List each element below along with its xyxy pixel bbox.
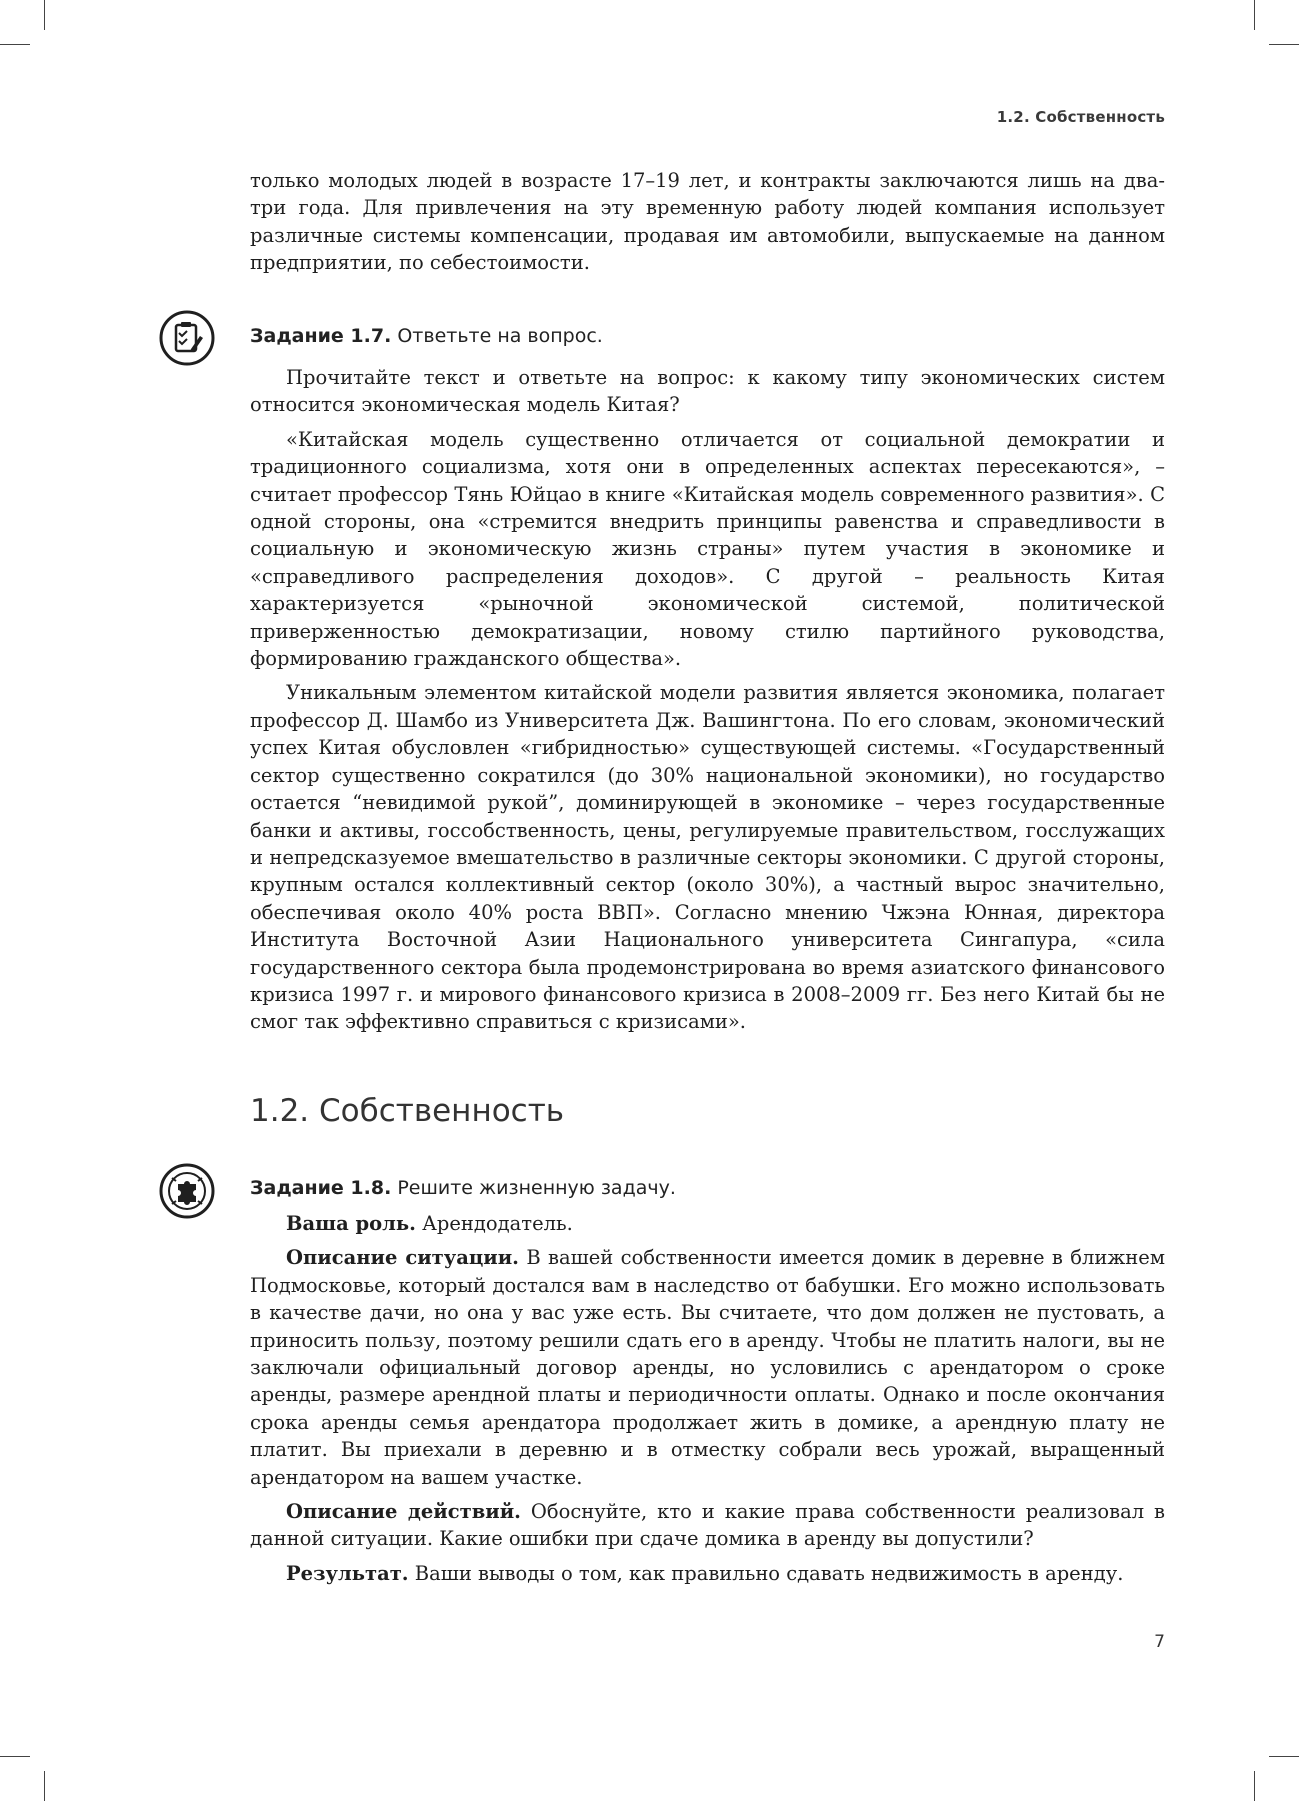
situation-text: В вашей собственности имеется домик в деревне в ближнем Подмосковье, который достался вам в наследство от бабушки. Его можно использовать в качестве дачи, но она у вас уже есть. Вы считаете, что дом должен не пустовать, а приносить пользу, поэтому решили сдать его в аренду. Чтобы не платить налоги, вы не заключали официальный договор аренды, но условились с арендатором о сроке аренды, размере арендной платы и периодичности оплаты. Однако и после окончания срока аренды семья арендатора продолжает жить в домике, а арендную плату не платит. Вы приехали в деревню и в отместку собрали весь урожай, выращенный арендатором на вашем участке. bbox=[250, 1246, 1165, 1489]
running-header: 1.2. Собственность bbox=[996, 108, 1165, 126]
role-label: Ваша роль. bbox=[286, 1212, 416, 1235]
task-1-7-paragraph: «Китайская модель существенно отличается от социальной демократии и традиционного социализма, хотя они в определенных аспектах пересекаются», – считает профессор Тянь Юйцао в книге «Китайская модель современного развития». С одной стороны, она «стремится внедрить принципы равенства и справедливости в социальную и экономическую жизнь страны» путем участия в экономике и «справедливого распределения доходов». С другой – реальность Китая характеризуется «рыночной экономической системой, политической приверженностью демократизации, новому стилю партийного руководства, формированию гражданского общества». bbox=[250, 427, 1165, 671]
crop-mark bbox=[0, 44, 30, 45]
section-title: 1.2. Собственность bbox=[250, 1093, 565, 1129]
puzzle-globe-icon bbox=[158, 1162, 216, 1220]
crop-mark bbox=[0, 1756, 30, 1757]
intro-paragraph: только молодых людей в возрасте 17–19 лет, и контракты заключаются лишь на два-три года. Для привлечения на эту временную работу людей компания использует различные системы компенсации, продавая им автомобили, выпускаемые на данном предприятии, по себестоимости. bbox=[250, 169, 1165, 275]
crop-mark bbox=[1254, 1771, 1255, 1801]
task-1-7-label: Задание 1.7. bbox=[250, 325, 392, 347]
task-1-8-label: Задание 1.8. bbox=[250, 1177, 392, 1199]
intro-block bbox=[250, 167, 1165, 284]
task-1-7-heading bbox=[250, 325, 603, 347]
crop-mark bbox=[44, 1771, 45, 1801]
result-text: Ваши выводы о том, как правильно сдавать недвижимость в аренду. bbox=[408, 1561, 1124, 1585]
actions-paragraph bbox=[250, 1498, 1165, 1553]
crop-mark bbox=[44, 0, 45, 30]
role-paragraph bbox=[250, 1210, 1165, 1237]
situation-label: Описание ситуации. bbox=[286, 1246, 519, 1270]
task-1-7-paragraph: Прочитайте текст и ответьте на вопрос: к какому типу экономических систем относится экономическая модель Китая? bbox=[250, 366, 1165, 417]
task-1-7-body bbox=[250, 364, 1165, 1043]
result-paragraph bbox=[250, 1560, 1165, 1587]
task-1-8-instruction: Решите жизненную задачу. bbox=[391, 1177, 676, 1199]
result-label: Результат. bbox=[286, 1561, 409, 1585]
task-1-7-paragraph: Уникальным элементом китайской модели развития является экономика, полагает профессор Д. Шамбо из Университета Дж. Вашингтона. По его словам, экономический успех Китая обусловлен «гибридностью» существующей системы. «Государственный сектор существенно сократился (до 30% национальной экономики), но государство остается “невидимой рукой”, доминирующей в экономике – через государственные банки и активы, госсобственность, цены, регулируемые правительством, госслужащих и непредсказуемое вмешательство в различные секторы экономики. С другой стороны, крупным остался коллективный сектор (около 30%), а частный вырос значительно, обеспечивая около 40% роста ВВП». Согласно мнению Чжэна Юнная, директора Института Восточной Азии Национального университета Сингапура, «сила государственного сектора была продемонстрирована во время азиатского финансового кризиса 1997 г. и мирового финансового кризиса в 2008–2009 гг. Без него Китай бы не смог так эффективно справиться с кризисами». bbox=[250, 681, 1165, 1034]
crop-mark bbox=[1269, 44, 1299, 45]
actions-label: Описание действий. bbox=[286, 1500, 521, 1524]
page-number: 7 bbox=[1154, 1632, 1165, 1652]
task-1-8-heading bbox=[250, 1177, 676, 1199]
crop-mark bbox=[1254, 0, 1255, 30]
situation-paragraph bbox=[250, 1244, 1165, 1491]
actions-text: Обоснуйте, кто и какие права собственности реализовал в данной ситуации. Какие ошибки при сдаче домика в аренду вы допустили? bbox=[250, 1500, 1166, 1551]
crop-mark bbox=[1269, 1756, 1299, 1757]
clipboard-checklist-icon bbox=[158, 309, 216, 367]
role-text: Арендодатель. bbox=[415, 1212, 573, 1235]
task-1-7-instruction: Ответьте на вопрос. bbox=[391, 325, 603, 347]
task-1-8-body bbox=[250, 1210, 1165, 1594]
